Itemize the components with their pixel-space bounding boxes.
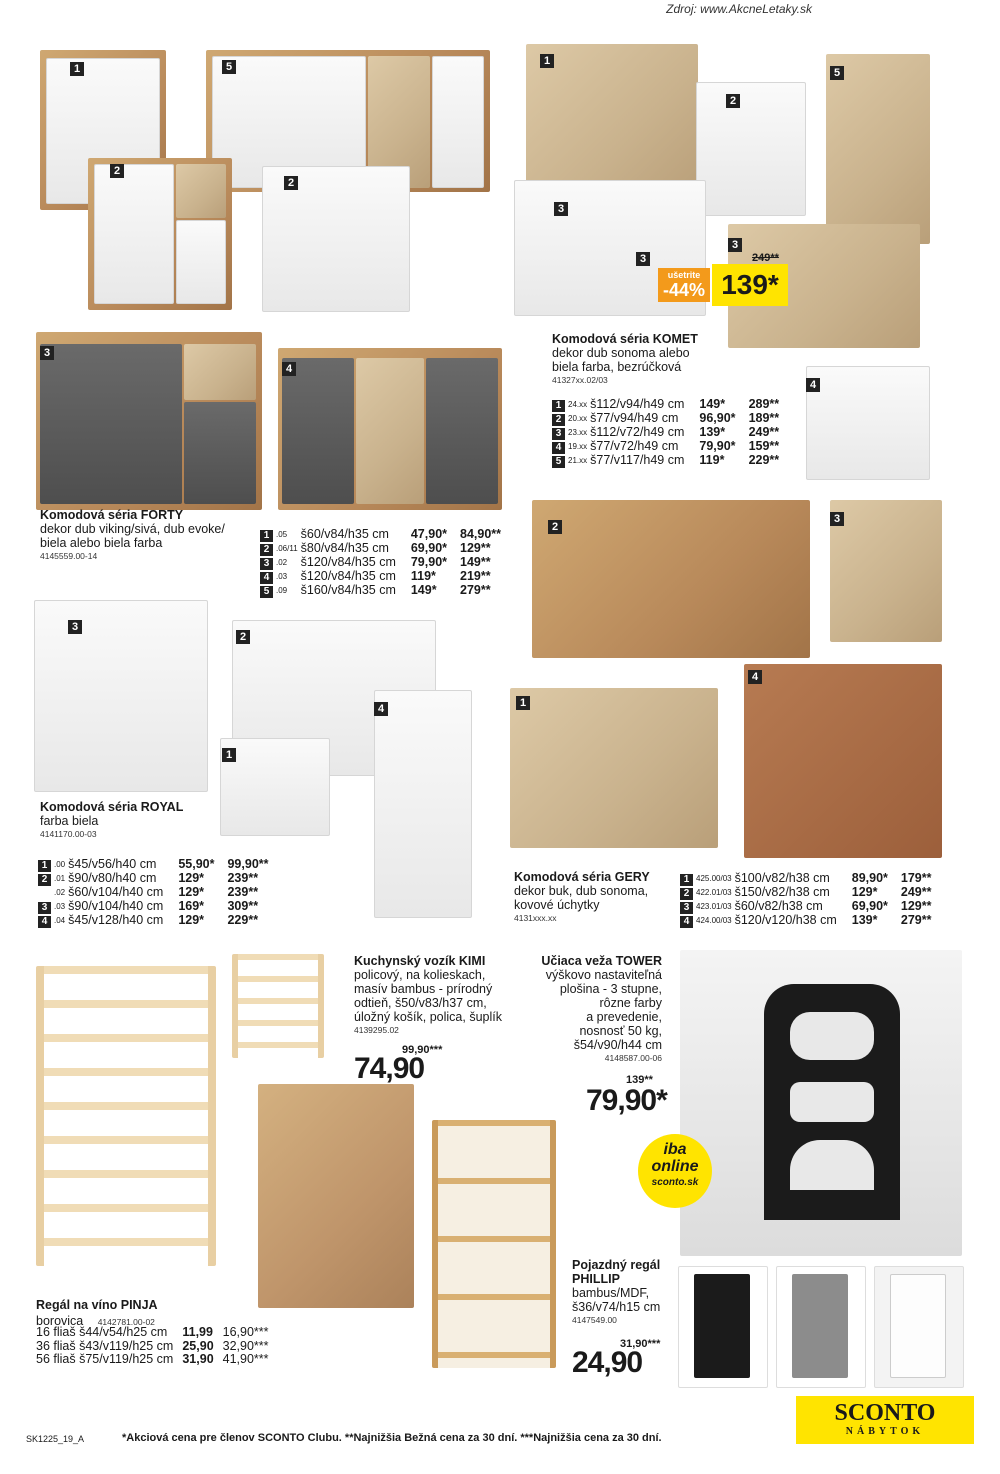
size-tag: 5 <box>260 584 276 598</box>
item-code: .03 <box>276 572 288 582</box>
member-price: 47,90* <box>410 527 448 542</box>
size-tag <box>38 886 54 900</box>
price-row <box>38 886 272 900</box>
pinja-old: 32,90*** <box>222 1338 269 1353</box>
item-code: .02 <box>276 558 288 568</box>
forty-desc-1: dekor dub viking/sivá, dub evoke/ <box>40 522 225 536</box>
dimensions: š120/v120/h38 cm <box>734 913 837 928</box>
pinja-desc: 16 fliaš š44/v54/h25 cm <box>36 1325 168 1339</box>
price-row <box>552 454 782 468</box>
kimi-line-1: policový, na kolieskach, <box>354 968 486 982</box>
item-code: .03 <box>54 901 66 911</box>
item-code: .02 <box>54 888 66 897</box>
member-price: 79,90* <box>699 439 736 454</box>
item-code: .01 <box>54 874 66 884</box>
price-row <box>552 440 782 454</box>
tower-line-3: rôzne farby <box>599 996 662 1010</box>
phillip-info <box>572 1258 712 1326</box>
dimensions: š120/v84/h35 cm <box>300 555 396 570</box>
pinja-sub: borovica <box>36 1314 84 1328</box>
komet-save-pct: -44% <box>662 280 706 300</box>
regular-price: 229** <box>227 912 259 927</box>
size-tag: 3 <box>260 556 276 570</box>
regular-price: 309** <box>227 898 259 913</box>
phillip-line-1: bambus/MDF, <box>572 1286 650 1300</box>
pinja-old: 41,90*** <box>222 1352 269 1366</box>
komet-price-table <box>552 398 782 468</box>
komet-save-label: ušetrite <box>667 270 701 280</box>
item-code: 422.01/03 <box>696 888 732 898</box>
pinja-price: 11,99 <box>182 1325 213 1339</box>
tower-line-5: nosnosť 50 kg, <box>579 1024 662 1038</box>
source-label: Zdroj: www.AkcneLetaky.sk <box>666 2 812 16</box>
phillip-title-1: Pojazdný regál <box>572 1258 661 1272</box>
kimi-old-price: 99,90*** <box>402 1044 443 1056</box>
gery-price-table <box>680 872 935 928</box>
dimensions: š77/v72/h49 cm <box>590 439 679 454</box>
dimensions: š45/v56/h40 cm <box>68 857 157 872</box>
item-code: 423.01/03 <box>696 902 732 912</box>
phillip-code: 4147549.00 <box>572 1315 617 1325</box>
size-tag: 1 <box>260 528 276 542</box>
tower-line-6: š54/v90/h44 cm <box>573 1038 662 1052</box>
pinja-row <box>36 1340 272 1354</box>
regular-price: 289** <box>748 397 780 412</box>
regular-price: 159** <box>748 439 780 454</box>
regular-price: 249** <box>900 885 932 900</box>
royal-title: Komodová séria ROYAL <box>40 800 184 814</box>
sconto-logo[interactable] <box>796 1396 974 1444</box>
price-row <box>260 570 504 584</box>
dimensions: š77/v117/h49 cm <box>590 453 685 468</box>
item-code: 21.xx <box>568 456 588 466</box>
size-tag: 3 <box>552 426 568 440</box>
footer-note: *Akciová cena pre členov SCONTO Clubu. **Najnižšia Bežná cena za 30 dní. ***Najnižšia cena za 30 dní. <box>122 1432 662 1444</box>
item-code: 424.00/03 <box>696 916 732 926</box>
royal-code: 4141170.00-03 <box>40 829 97 839</box>
kimi-code: 4139295.02 <box>354 1025 399 1035</box>
gery-title: Komodová séria GERY <box>514 870 650 884</box>
tower-info <box>520 954 662 1064</box>
regular-price: 279** <box>900 913 932 928</box>
komet-desc-1: dekor dub sonoma alebo <box>552 346 690 360</box>
pinja-title: Regál na víno PINJA <box>36 1298 158 1312</box>
member-price: 119* <box>410 569 436 584</box>
tower-line-2: plošina - 3 stupne, <box>559 982 662 996</box>
price-row <box>260 528 504 542</box>
badge-line-1: iba <box>663 1141 687 1158</box>
dimensions: š112/v72/h49 cm <box>590 425 685 440</box>
regular-price: 84,90** <box>460 527 502 542</box>
komet-title: Komodová séria KOMET <box>552 332 698 346</box>
dimensions: š120/v84/h35 cm <box>300 569 396 584</box>
size-tag: 4 <box>552 440 568 454</box>
member-price: 69,90* <box>410 541 448 556</box>
kimi-price: 74,90 <box>354 1052 425 1085</box>
member-price: 139* <box>851 913 878 928</box>
price-row <box>38 858 272 872</box>
komet-code: 41327xx.02/03 <box>552 375 608 385</box>
size-tag: 3 <box>38 900 54 914</box>
size-tag: 1 <box>552 398 568 412</box>
gery-info <box>514 870 684 924</box>
badge-line-2: online <box>651 1158 699 1175</box>
royal-price-table <box>38 858 272 928</box>
member-price: 149* <box>699 397 726 412</box>
gery-desc-1: dekor buk, dub sonoma, <box>514 884 649 898</box>
price-row <box>680 914 935 928</box>
kimi-title: Kuchynský vozík KIMI <box>354 954 486 968</box>
price-row <box>680 886 935 900</box>
price-row <box>552 398 782 412</box>
size-tag: 2 <box>552 412 568 426</box>
dimensions: š112/v94/h49 cm <box>590 397 685 412</box>
regular-price: 129** <box>900 899 932 914</box>
size-tag: 4 <box>38 914 54 928</box>
size-tag: 2 <box>260 542 276 556</box>
member-price: 96,90* <box>699 411 736 426</box>
dimensions: š60/v104/h40 cm <box>68 885 164 899</box>
size-tag: 2 <box>38 872 54 886</box>
kimi-info <box>354 954 524 1036</box>
regular-price: 219** <box>460 569 491 584</box>
item-code: 425.00/03 <box>696 874 732 884</box>
regular-price: 129** <box>460 541 491 556</box>
pinja-row <box>36 1353 272 1367</box>
forty-code: 4145559.00-14 <box>40 551 98 561</box>
dimensions: š160/v84/h35 cm <box>300 583 396 598</box>
tower-title: Učiaca veža TOWER <box>541 954 662 968</box>
royal-desc-1: farba biela <box>40 814 99 828</box>
pinja-desc: 56 fliaš š75/v119/h25 cm <box>36 1352 174 1366</box>
member-price: 129* <box>178 885 205 899</box>
member-price: 169* <box>178 898 205 913</box>
kimi-line-2: masív bambus - prírodný <box>354 982 493 996</box>
dimensions: š45/v128/h40 cm <box>68 912 164 927</box>
item-code: 19.xx <box>568 442 588 452</box>
gery-code: 4131xxx.xx <box>514 913 557 923</box>
item-code: 20.xx <box>568 414 588 424</box>
size-tag: 3 <box>680 900 696 914</box>
kimi-line-3: odtieň, š50/v83/h37 cm, <box>354 996 487 1010</box>
komet-price-badge: 139* <box>712 264 788 306</box>
size-tag: 4 <box>260 570 276 584</box>
regular-price: 99,90** <box>227 857 269 872</box>
item-code: .09 <box>276 586 288 596</box>
size-tag: 5 <box>552 454 568 468</box>
member-price: 119* <box>699 453 725 468</box>
regular-price: 229** <box>748 453 780 468</box>
tower-old-price: 139** <box>626 1074 653 1086</box>
tower-line-4: a prevedenie, <box>586 1010 662 1024</box>
member-price: 139* <box>699 425 726 440</box>
dimensions: š77/v94/h49 cm <box>590 411 679 426</box>
regular-price: 239** <box>227 885 259 899</box>
regular-price: 249** <box>748 425 780 440</box>
tower-price: 79,90* <box>586 1084 667 1117</box>
royal-info <box>40 800 240 840</box>
dimensions: š100/v82/h38 cm <box>734 871 830 886</box>
member-price: 149* <box>410 583 437 598</box>
price-row <box>38 872 272 886</box>
dimensions: š90/v104/h40 cm <box>68 898 164 913</box>
forty-info <box>40 508 270 562</box>
member-price: 79,90* <box>410 555 448 570</box>
tower-line-1: výškovo nastaviteľná <box>545 968 662 982</box>
member-price: 129* <box>178 912 205 927</box>
regular-price: 179** <box>900 871 932 886</box>
regular-price: 149** <box>460 555 491 570</box>
member-price: 89,90* <box>851 871 888 886</box>
price-row <box>260 542 504 556</box>
dimensions: š60/v84/h35 cm <box>300 527 389 542</box>
phillip-title-2: PHILLIP <box>572 1272 620 1286</box>
kimi-line-4: úložný košík, polica, šuplík <box>354 1010 502 1024</box>
forty-title: Komodová séria FORTY <box>40 508 184 522</box>
dimensions: š90/v80/h40 cm <box>68 871 157 886</box>
pinja-price-table <box>36 1326 272 1367</box>
gery-desc-2: kovové úchytky <box>514 898 600 912</box>
pinja-row <box>36 1326 272 1340</box>
pinja-price: 25,90 <box>182 1338 214 1353</box>
tower-code: 4148587.00-06 <box>604 1053 662 1063</box>
price-row <box>38 900 272 914</box>
dimensions: š80/v84/h35 cm <box>300 541 389 556</box>
size-tag: 4 <box>680 914 696 928</box>
pinja-code: 4142781.00-02 <box>97 1317 155 1327</box>
komet-desc-2: biela farba, bezrúčková <box>552 360 682 374</box>
size-tag: 1 <box>680 872 696 886</box>
dimensions: š60/v82/h38 cm <box>734 899 823 914</box>
dimensions: š150/v82/h38 cm <box>734 885 830 900</box>
phillip-line-2: š36/v74/h15 cm <box>572 1300 661 1314</box>
regular-price: 239** <box>227 871 259 886</box>
komet-save-badge <box>658 268 710 302</box>
item-code: .06/11 <box>276 544 298 554</box>
item-code: .00 <box>54 860 66 870</box>
regular-price: 279** <box>460 583 491 598</box>
phillip-old-price: 31,90*** <box>620 1338 661 1350</box>
logo-text-2: NÁBYTOK <box>845 1426 925 1437</box>
price-row <box>260 584 504 598</box>
item-code: 23.xx <box>568 428 588 438</box>
pinja-old: 16,90*** <box>222 1325 269 1339</box>
price-row <box>38 914 272 928</box>
member-price: 129* <box>851 885 878 900</box>
regular-price: 189** <box>748 411 780 426</box>
member-price: 129* <box>178 871 205 886</box>
price-row <box>552 412 782 426</box>
size-tag: 2 <box>680 886 696 900</box>
item-code: .04 <box>54 915 66 925</box>
price-row <box>552 426 782 440</box>
price-row <box>680 872 935 886</box>
member-price: 55,90* <box>178 857 215 872</box>
item-code: .05 <box>276 530 288 540</box>
pinja-desc: 36 fliaš š43/v119/h25 cm <box>36 1338 174 1353</box>
price-row <box>260 556 504 570</box>
phillip-price: 24,90 <box>572 1346 643 1379</box>
forty-price-table <box>260 528 504 598</box>
online-only-badge <box>638 1134 712 1208</box>
komet-old-price: 249** <box>752 252 779 264</box>
badge-line-3: sconto.sk <box>651 1177 699 1188</box>
footer-code: SK1225_19_A <box>26 1434 85 1444</box>
price-row <box>680 900 935 914</box>
forty-desc-2: biela alebo biela farba <box>40 536 163 550</box>
size-tag: 1 <box>38 858 54 872</box>
pinja-price: 31,90 <box>182 1352 214 1366</box>
item-code: 24.xx <box>568 400 588 410</box>
member-price: 69,90* <box>851 899 888 914</box>
komet-info <box>552 332 752 386</box>
logo-text-1: SCONTO <box>834 1400 936 1426</box>
